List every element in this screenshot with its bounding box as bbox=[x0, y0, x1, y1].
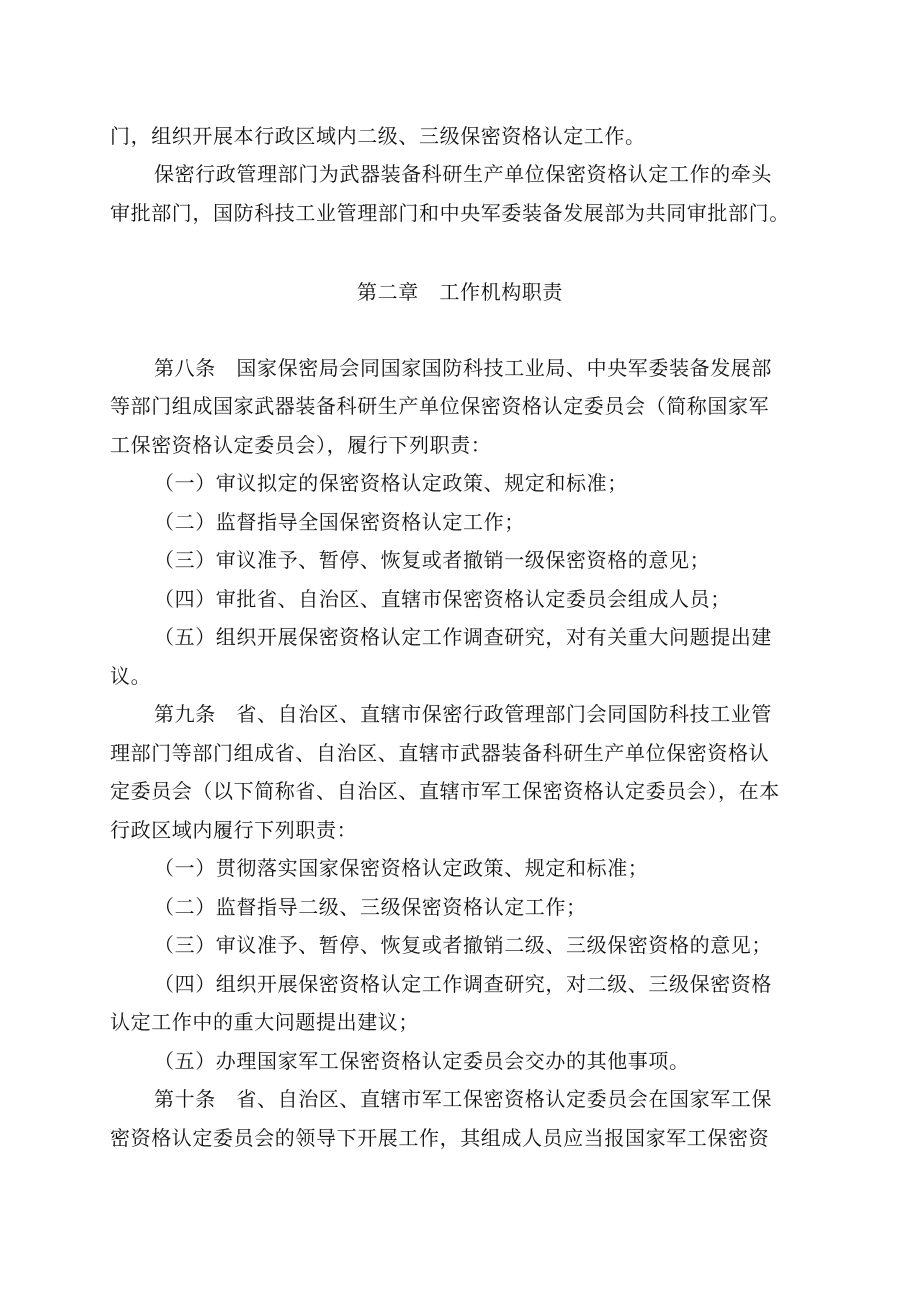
text-line: 保密行政管理部门为武器装备科研生产单位保密资格认定工作的牵头 bbox=[154, 162, 772, 186]
list-item: （三）审议准予、暂停、恢复或者撤销一级保密资格的意见； bbox=[154, 548, 711, 572]
list-item: （一）审议拟定的保密资格认定政策、规定和标准； bbox=[154, 471, 628, 495]
list-item: （五）组织开展保密资格认定工作调查研究，对有关重大问题提出建 bbox=[154, 625, 772, 649]
list-item: （四）组织开展保密资格认定工作调查研究，对二级、三级保密资格 bbox=[154, 972, 772, 996]
text-line: 定委员会（以下简称省、自治区、直辖市军工保密资格认定委员会），在本 bbox=[110, 779, 780, 803]
text-line: 第十条 省、自治区、直辖市军工保密资格认定委员会在国家军工保 bbox=[154, 1087, 772, 1111]
text-line: 行政区域内履行下列职责： bbox=[110, 818, 358, 842]
text-line: 第八条 国家保密局会同国家国防科技工业局、中央军委装备发展部 bbox=[154, 356, 772, 380]
text-line: 认定工作中的重大问题提出建议； bbox=[110, 1010, 419, 1034]
text-line: 第九条 省、自治区、直辖市保密行政管理部门会同国防科技工业管 bbox=[154, 702, 772, 726]
list-item: （二）监督指导二级、三级保密资格认定工作； bbox=[154, 895, 587, 919]
text-line: 密资格认定委员会的领导下开展工作，其组成人员应当报国家军工保密资 bbox=[110, 1126, 770, 1150]
list-item: （三）审议准予、暂停、恢复或者撤销二级、三级保密资格的意见； bbox=[154, 933, 772, 957]
text-line: 审批部门，国防科技工业管理部门和中央军委装备发展部为共同审批部门。 bbox=[110, 201, 790, 225]
list-item: （二）监督指导全国保密资格认定工作； bbox=[154, 510, 525, 534]
text-line: 理部门等部门组成省、自治区、直辖市武器装备科研生产单位保密资格认 bbox=[110, 741, 770, 765]
list-item: （一）贯彻落实国家保密资格认定政策、规定和标准； bbox=[154, 856, 649, 880]
text-line: 工保密资格认定委员会），履行下列职责： bbox=[110, 433, 492, 457]
text-line: 等部门组成国家武器装备科研生产单位保密资格认定委员会（简称国家军 bbox=[110, 394, 770, 418]
text-line: 议。 bbox=[110, 664, 152, 688]
list-item: （五）办理国家军工保密资格认定委员会交办的其他事项。 bbox=[154, 1049, 690, 1073]
chapter-heading: 第二章 工作机构职责 bbox=[357, 280, 563, 304]
text-line: 门，组织开展本行政区域内二级、三级保密资格认定工作。 bbox=[110, 124, 646, 148]
list-item: （四）审批省、自治区、直辖市保密资格认定委员会组成人员； bbox=[154, 587, 731, 611]
